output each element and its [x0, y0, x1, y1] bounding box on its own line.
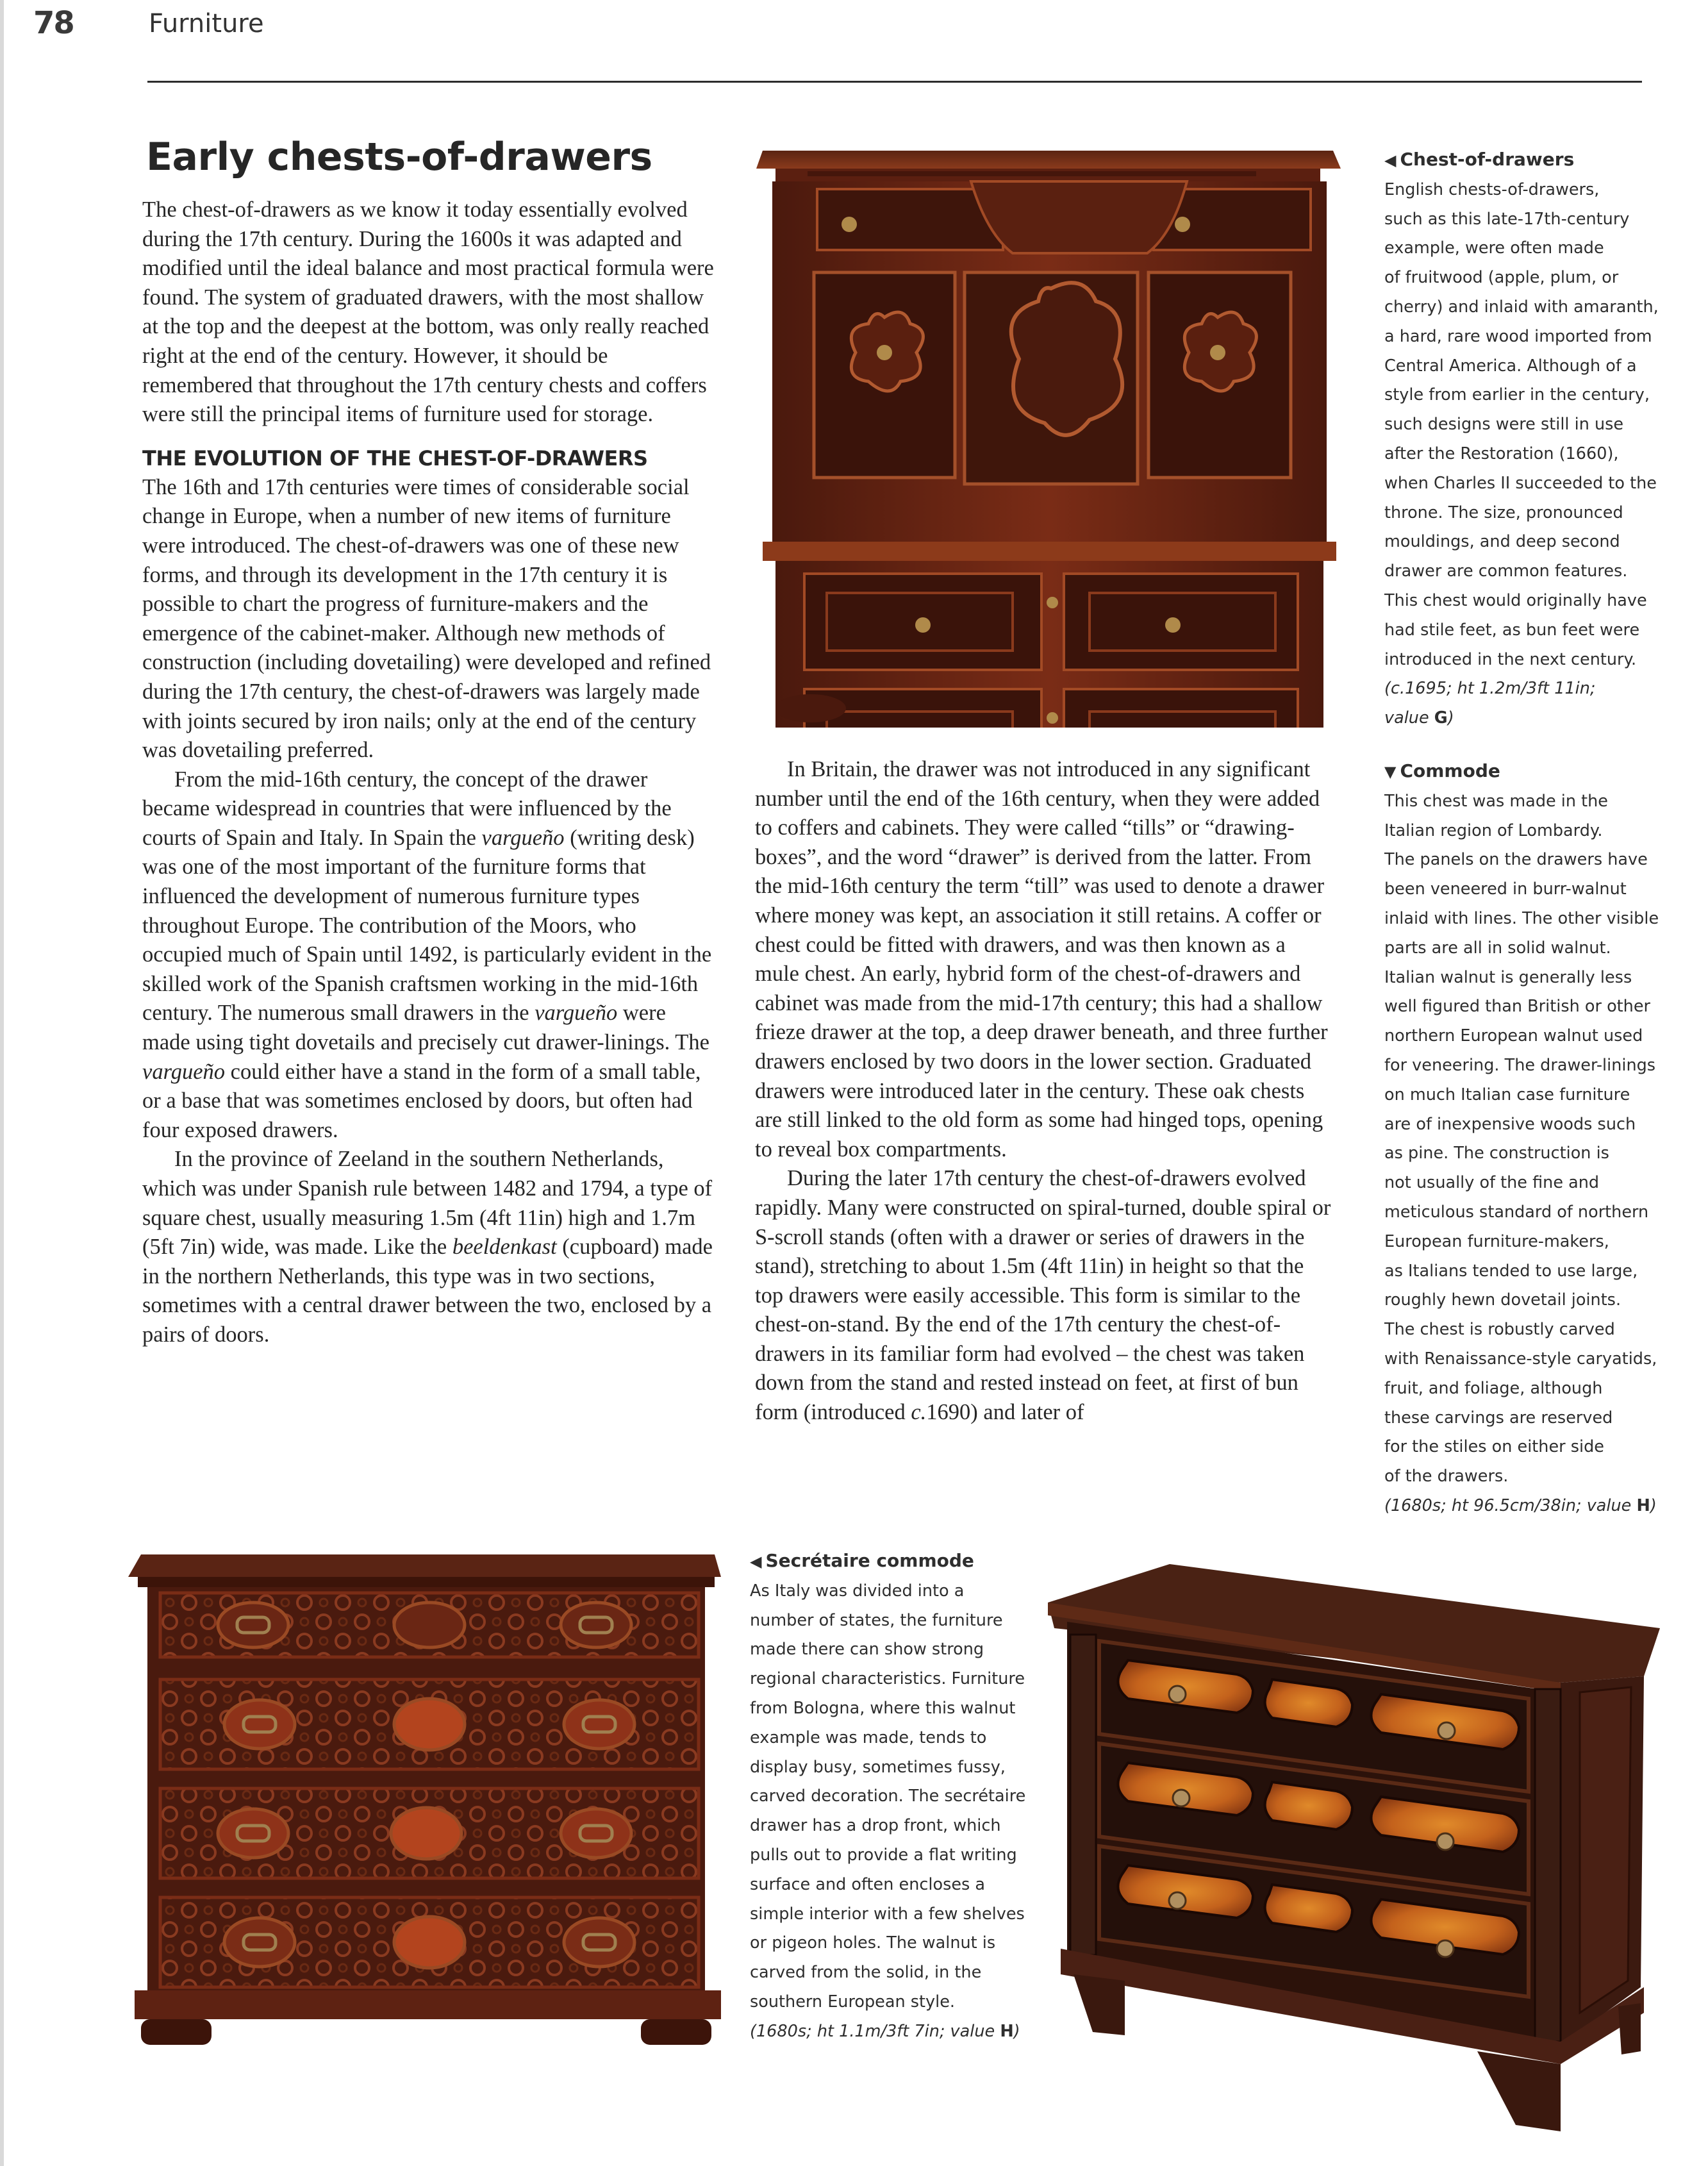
caption-line: carved decoration. The secrétaire [750, 1787, 1026, 1806]
caption-meta-value: value G) [1384, 708, 1454, 728]
caption-line: introduced in the next century. [1384, 649, 1637, 669]
caption-line: The panels on the drawers have [1384, 850, 1648, 870]
caption-line: of the drawers. [1384, 1467, 1509, 1487]
caption-line: well figured than British or other [1384, 997, 1651, 1017]
caption-meta-value: (1680s; ht 96.5cm/38in; value H) [1384, 1495, 1657, 1515]
evolution-paragraph: The 16th and 17th centuries were times of considerable social change in Europe, when a number of new items of furniture were introduced. The chest-of-drawers was one of these new forms, and through its development in the 17th century it is possible to chart the progress of furniture-makers and the emergence of the cabinet-maker. Although new methods of construction (including dovetailing) were developed and refined during the 17th century, the chest-of-drawers was largely made with joints secured by iron nails; only at the end of the century was dovetailing preferred. [142, 474, 711, 763]
caption-line: or pigeon holes. The walnut is [750, 1933, 996, 1953]
arrow-down-icon: ▼ [1384, 763, 1397, 781]
caption-line: style from earlier in the century, [1384, 385, 1650, 405]
header-rule [147, 81, 1642, 83]
caption-line: pulls out to provide a flat writing [750, 1845, 1017, 1865]
caption-line: fruit, and foliage, although [1384, 1378, 1603, 1398]
caption-line: Italian walnut is generally less [1384, 967, 1632, 987]
caption-meta-value: (1680s; ht 1.1m/3ft 7in; value H) [750, 2021, 1020, 2041]
caption-line: regional characteristics. Furniture [750, 1669, 1025, 1689]
caption-line: simple interior with a few shelves [750, 1904, 1025, 1924]
caption-line: As Italy was divided into a [750, 1581, 965, 1601]
arrow-left-icon: ◀ [1384, 151, 1397, 169]
caption-heading: ▼ Commode [1384, 756, 1666, 787]
caption-line: surface and often encloses a [750, 1874, 986, 1894]
caption-line: southern European style. [750, 1992, 956, 2012]
caption-line: display busy, sometimes fussy, [750, 1757, 1006, 1777]
caption-line: European furniture-makers, [1384, 1231, 1609, 1251]
caption-line: The chest is robustly carved [1384, 1320, 1615, 1340]
caption-line: northern European walnut used [1384, 1026, 1643, 1046]
caption-line: carved from the solid, in the [750, 1963, 982, 1983]
caption-line: when Charles II succeeded to the [1384, 473, 1657, 493]
lombardy-commode-photo [1029, 1538, 1663, 2154]
caption-line: not usually of the fine and [1384, 1173, 1600, 1193]
caption-line: English chests-of-drawers, [1384, 179, 1600, 199]
running-section-title: Furniture [149, 9, 264, 38]
caption-line: mouldings, and deep second [1384, 532, 1620, 552]
page-gutter-edge [0, 0, 4, 2166]
left-text-column [142, 196, 719, 1350]
caption-line: inlaid with lines. The other visible [1384, 908, 1659, 928]
caption-line: parts are all in solid walnut. [1384, 938, 1611, 958]
caption-line: This chest would originally have [1384, 590, 1647, 610]
caption-line: Italian region of Lombardy. [1384, 821, 1603, 840]
middle-text-column [755, 755, 1332, 1428]
caption-line: number of states, the furniture [750, 1610, 1003, 1630]
caption-line: from Bologna, where this walnut [750, 1698, 1016, 1718]
vargueno-paragraph: From the mid-16th century, the concept of the drawer became widespread in countries that were influenced by the courts of Spain and Italy. In Spain the vargueño (writing desk) was one of the most important of the furniture forms that influenced the development of numerous furniture types throughout Europe. The contribution of the Moors, who occupied much of Spain until 1492, is particularly evident in the skilled work of the Spanish craftsmen working in the mid-16th century. The numerous small drawers in the vargueño were made using tight dovetails and precisely cut drawer-linings. The vargueño could either have a stand in the form of a small table, or a base that was sometimes enclosed by doors, but often had four exposed drawers. [142, 767, 712, 1142]
caption-line: with Renaissance-style caryatids, [1384, 1349, 1657, 1369]
caption-line: meticulous standard of northern [1384, 1202, 1649, 1222]
caption-line: Central America. Although of a [1384, 356, 1637, 376]
caption-line: are of inexpensive woods such [1384, 1114, 1636, 1134]
caption-meta: (c.1695; ht 1.2m/3ft 11in; [1384, 679, 1596, 699]
later-17th-century-paragraph: During the later 17th century the chest-of-drawers evolved rapidly. Many were constructed on spiral-turned, double spiral or S-scroll stands (often with a drawer or series of drawers in the stand), stretching to about 1.5m (4ft 11in) in height so that the top drawers were easily accessible. This form is similar to the chest-on-stand. By the end of the 17th century the chest-of-drawers in its familiar form had evolved – the chest was taken down from the stand and rested instead on feet, at first of bun form (introduced c.1690) and later of [755, 1166, 1331, 1425]
caption-line: of fruitwood (apple, plum, or [1384, 268, 1619, 288]
caption-line: for veneering. The drawer-linings [1384, 1055, 1656, 1075]
secretaire-commode-photo [122, 1535, 727, 2048]
section-subheading: THE EVOLUTION OF THE CHEST-OF-DRAWERS [142, 446, 648, 471]
caption-line: such as this late-17th-century [1384, 209, 1630, 229]
caption-line: had stile feet, as bun feet were [1384, 620, 1640, 640]
caption-line: after the Restoration (1660), [1384, 444, 1619, 463]
britain-paragraph: In Britain, the drawer was not introduced in any significant number until the end of the 16th century, when they were added to coffers and cabinets. They were called “tills” or “drawing-boxes”, and the word “drawer” is derived from the latter. From the mid-16th century the term “till” was used to denote a drawer where money was kept, an association it still retains. A coffer or chest could be fitted with drawers, and was then known as a mule chest. An early, hybrid form of the chest-of-drawers and cabinet was made from the mid-17th century; this had a shallow frieze drawer at the top, a deep drawer beneath, and three further drawers enclosed by two doors in the lower section. Graduated drawers were introduced later in the century. These oak chests are still linked to the old form as some had hinged tops, opening to reveal box compartments. [755, 757, 1328, 1162]
zeeland-paragraph: In the province of Zeeland in the southern Netherlands, which was under Spanish rule between 1482 and 1794, a type of square chest, usually measuring 1.5m (4ft 11in) high and 1.7m (5ft 7in) wide, was made. Like the beeldenkast (cupboard) made in the northern Netherlands, this type was in two sections, sometimes with a central drawer between the two, enclosed by a pairs of doors. [142, 1147, 713, 1347]
caption-line: example, were often made [1384, 238, 1604, 258]
caption-line: This chest was made in the [1384, 791, 1608, 811]
caption-heading: ◀ Chest-of-drawers [1384, 145, 1666, 176]
caption-line: made there can show strong [750, 1640, 984, 1660]
caption-secretaire-commode [750, 1546, 1032, 2047]
caption-line: example was made, tends to [750, 1728, 987, 1747]
arrow-left-icon: ◀ [750, 1553, 762, 1570]
caption-line: on much Italian case furniture [1384, 1085, 1630, 1104]
intro-paragraph: The chest-of-drawers as we know it today essentially evolved during the 17th century. During the 1600s it was adapted and modified until the ideal balance and most practical formula were found. The system of graduated drawers, with the most shallow at the top and the deepest at the bottom, was only really reached right at the end of the century. However, it should be remembered that throughout the 17th century chests and coffers were still the principal items of furniture used for storage. [142, 197, 714, 427]
page-title: Early chests-of-drawers [146, 135, 652, 179]
caption-commode [1384, 756, 1666, 1521]
caption-line: as pine. The construction is [1384, 1144, 1609, 1163]
caption-heading: ◀ Secrétaire commode [750, 1546, 1032, 1577]
caption-line: cherry) and inlaid with amaranth, [1384, 297, 1659, 317]
caption-line: such designs were still in use [1384, 415, 1624, 435]
english-chest-of-drawers-photo [756, 138, 1343, 728]
caption-line: a hard, rare wood imported from [1384, 326, 1652, 346]
caption-line: for the stiles on either side [1384, 1437, 1604, 1457]
caption-line: these carvings are reserved [1384, 1408, 1613, 1428]
caption-line: as Italians tended to use large, [1384, 1261, 1638, 1281]
caption-line: throne. The size, pronounced [1384, 503, 1623, 522]
caption-line: been veneered in burr-walnut [1384, 879, 1627, 899]
caption-chest-of-drawers [1384, 145, 1666, 733]
page-number: 78 [33, 5, 74, 41]
caption-line: roughly hewn dovetail joints. [1384, 1290, 1621, 1310]
caption-line: drawer has a drop front, which [750, 1816, 1001, 1836]
caption-line: drawer are common features. [1384, 562, 1628, 581]
